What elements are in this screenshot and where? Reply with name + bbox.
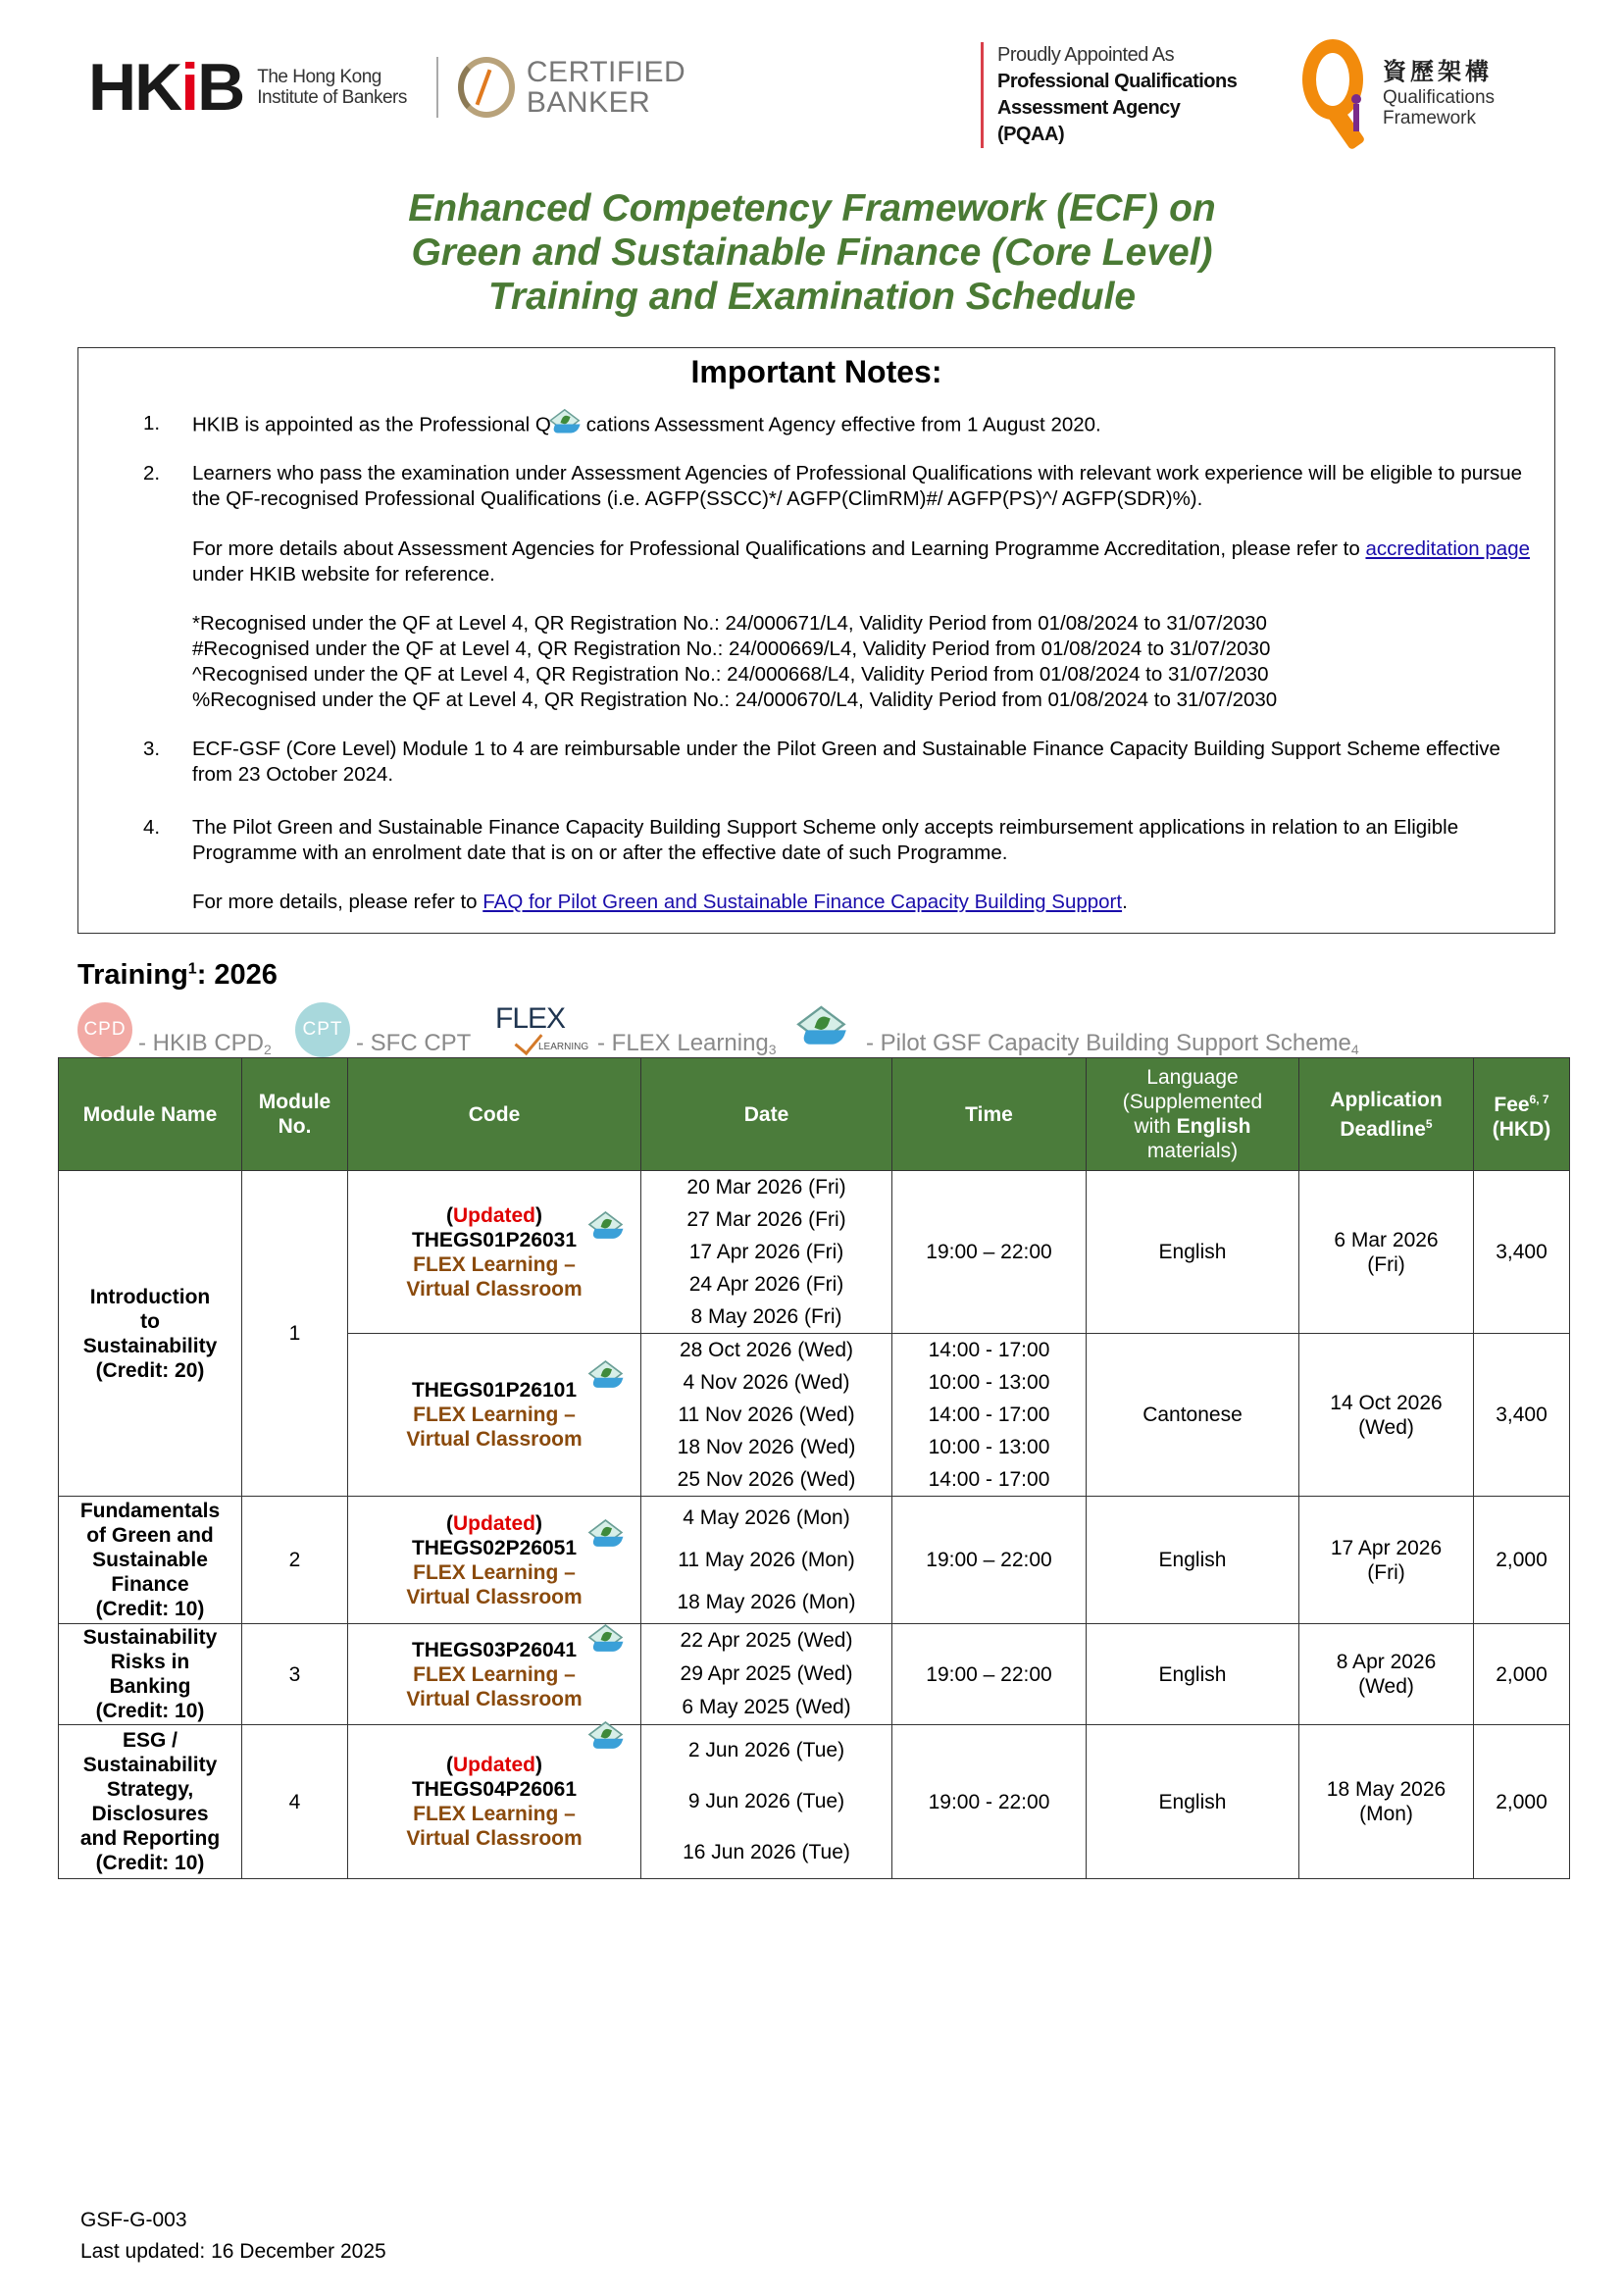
deadline-cell: 8 Apr 2026 (Wed) [1299, 1624, 1474, 1725]
time-cell: 19:00 - 22:00 [892, 1725, 1087, 1879]
deadline-cell: 14 Oct 2026 (Wed) [1299, 1334, 1474, 1497]
logo-divider [436, 57, 438, 118]
col-application-deadline: Application Deadline$^5$ [1299, 1058, 1474, 1171]
language-cell: English [1087, 1725, 1299, 1879]
gsf-scheme-icon [550, 410, 583, 436]
accreditation-page-link[interactable]: accreditation page [1365, 537, 1531, 560]
language-cell: English [1087, 1624, 1299, 1725]
table-row [59, 1725, 1570, 1879]
note-2-more-details: For more details about Assessment Agencies for Professional Qualifications and Learning Programme Accreditation, please refer to accreditation page under HKIB website for reference. [192, 537, 1531, 586]
time-cell: 19:00 – 22:00 [892, 1171, 1087, 1334]
cpt-badge-icon: CPT [295, 1002, 350, 1057]
notes-heading: Important Notes: [690, 354, 942, 389]
col-date: Date [641, 1058, 892, 1171]
module-no-cell: 4 [242, 1725, 348, 1879]
col-code: Code [348, 1058, 641, 1171]
gsf-scheme-icon [589, 1211, 626, 1242]
gsf-scheme-icon [799, 1006, 851, 1048]
module-name-cell: ESG / Sustainability Strategy, Disclosures and Reporting (Credit: 10) [59, 1725, 242, 1879]
qualifications-framework-logo: 資歷架構 Qualifications Framework [1294, 39, 1495, 147]
legend-gsf: - Pilot GSF Capacity Building Support Scheme $_4$ [803, 1022, 1359, 1057]
course-code[interactable]: THEGS04P26061 [411, 1778, 578, 1801]
deadline-cell: 17 Apr 2026 (Fri) [1299, 1497, 1474, 1624]
fee-cell: 2,000 [1474, 1624, 1570, 1725]
last-updated: Last updated: 16 December 2025 [80, 2240, 386, 2263]
fee-cell: 3,400 [1474, 1171, 1570, 1334]
course-code[interactable]: THEGS01P26101 [411, 1379, 578, 1402]
faq-gsf-support-link[interactable]: FAQ for Pilot Green and Sustainable Finance Capacity Building Support [482, 891, 1123, 913]
time-cell: 19:00 – 22:00 [892, 1497, 1087, 1624]
time-cell: 14:00 - 17:00 10:00 - 13:00 14:00 - 17:00 10:00 - 13:00 14:00 - 17:00 [892, 1334, 1087, 1497]
code-cell: THEGS03P26041 FLEX Learning – Virtual Classroom [348, 1624, 641, 1725]
footer [80, 2205, 386, 2268]
module-no-cell: 2 [242, 1497, 348, 1624]
qf-q-icon [1294, 39, 1373, 147]
pqaa-badge: Proudly Appointed As Professional Qualifications Assessment Agency (PQAA) [981, 42, 1237, 148]
updated-tag: (Updated) [446, 1203, 542, 1227]
recognition-item: %Recognised under the QF at Level 4, QR Registration No.: 24/000670/L4, Validity Period from 01/08/2024 to 31/07/2030 [192, 689, 1278, 711]
col-fee: Fee$^{6, 7}$ (HKD) [1474, 1058, 1570, 1171]
gsf-scheme-icon [589, 1361, 626, 1392]
table-row [59, 1171, 1570, 1334]
module-no-cell: 1 [242, 1171, 348, 1497]
certified-banker-text: CERTIFIED BANKER [526, 56, 686, 119]
page-title: Enhanced Competency Framework (ECF) on Green and Sustainable Finance (Core Level) Training and Examination Schedule [408, 187, 1216, 318]
recognition-item: *Recognised under the QF at Level 4, QR Registration No.: 24/000671/L4, Validity Period from 01/08/2024 to 31/07/2030 [192, 612, 1267, 635]
col-language: Language (Supplemented with English materials) [1087, 1058, 1299, 1171]
col-time: Time [892, 1058, 1087, 1171]
updated-tag: (Updated) [446, 1754, 542, 1776]
language-cell: English [1087, 1497, 1299, 1624]
code-cell: (Updated) THEGS04P26061 FLEX Learning – Virtual Classroom [348, 1725, 641, 1879]
certified-banker-emblem-icon [458, 57, 515, 118]
gsf-scheme-icon [589, 1722, 626, 1753]
deadline-cell: 18 May 2026 (Mon) [1299, 1725, 1474, 1879]
legend [77, 998, 1548, 1057]
time-cell: 19:00 – 22:00 [892, 1624, 1087, 1725]
code-cell: THEGS01P26101 FLEX Learning – Virtual Classroom [348, 1334, 641, 1497]
table-header-row [59, 1058, 1570, 1171]
course-code[interactable]: THEGS01P26031 [411, 1228, 578, 1251]
training-schedule-table [58, 1057, 1570, 1879]
legend-cpt: CPT - SFC CPT [295, 1002, 471, 1057]
module-name-cell: Sustainability Risks in Banking (Credit: 10) [59, 1624, 242, 1725]
document-code: GSF-G-003 [80, 2209, 187, 2231]
hkib-logo [88, 50, 686, 125]
updated-tag: (Updated) [446, 1511, 542, 1535]
legend-flex: FLEX LEARNING - FLEX Learning $_3$ [495, 1002, 777, 1057]
gsf-scheme-icon [589, 1624, 626, 1655]
code-cell: (Updated) THEGS02P26051 FLEX Learning – Virtual Classroom [348, 1497, 641, 1624]
module-name-cell: Introduction to Sustainability (Credit: 20) [59, 1171, 242, 1497]
legend-cpd: CPD - HKIB CPD $_2$ [77, 1002, 272, 1057]
fee-cell: 3,400 [1474, 1334, 1570, 1497]
recognition-list [192, 611, 1536, 713]
note-4-more-details: For more details, please refer to FAQ for Pilot Green and Sustainable Finance Capacity Building Support. [192, 891, 1128, 913]
course-code[interactable]: THEGS03P26041 [411, 1638, 578, 1661]
hkib-name: The Hong Kong Institute of Bankers [257, 67, 407, 108]
fee-cell: 2,000 [1474, 1497, 1570, 1624]
table-row [59, 1624, 1570, 1725]
flex-learning-icon: FLEX LEARNING [495, 1002, 593, 1057]
dates-cell: 2 Jun 2026 (Tue) 9 Jun 2026 (Tue) 16 Jun 2026 (Tue) [641, 1725, 892, 1879]
important-notes-box: Important Notes: 1. HKIB is appointed as the Professional Q cations Assessment Agency effective from 1 August 2020. 2. Learners who pass the examination under Assessment Agencies of Professional Qualifications with relevant work experience will be eligible to pursue the QF-recognised Professional Qualifications (i.e. AGFP(SSCC)*/ AGFP(ClimRM)#/ AGFP(PS)^/ AGFP(SDR)%). For more details about Assessment Agencies for Professional Qualifications and Learning Programme Accreditation, please refer to accreditation page under HKIB website for reference. *Recognised under the QF at Level 4, QR Registration No.: 24/000671/L4, Validity Period from 01/08/2024 to 31/07/2030 #Recognised under the QF at Level 4, QR Registration No.: 24/000669/L4, Validity Period from 01/08/2024 to 31/07/2030 ^Recognised under the QF at Level 4, QR Registration No.: 24/000668/L4, Validity Period from 01/08/2024 to 31/07/2030 %Recognised under the QF at Level 4, QR Registration No.: 24/000670/L4, Validity Period from 01/08/2024 to 31/07/2030 3. ECF-GSF (Core Level) Module 1 to 4 are reimbursable under the Pilot Green and Sustainable Finance Capacity Building Support Scheme effective from 23 October 2024. 4. The Pilot Green and Sustainable Finance Capacity Building Support Scheme only accepts reimbursement applications in relation to an Eligible Programme with an enrolment date that is on or after the effective date of such Programme. For more details, please refer to FAQ for Pilot Green and Sustainable Finance Capacity Building Support. [77, 347, 1555, 934]
hkib-wordmark: HKiB [88, 50, 244, 125]
language-cell: Cantonese [1087, 1334, 1299, 1497]
course-code[interactable]: THEGS02P26051 [411, 1536, 578, 1559]
col-module-no: Module No. [242, 1058, 348, 1171]
dates-cell: 4 May 2026 (Mon) 11 May 2026 (Mon) 18 May 2026 (Mon) [641, 1497, 892, 1624]
training-heading: Training$^1$: 2026 [77, 959, 278, 991]
fee-cell: 2,000 [1474, 1725, 1570, 1879]
module-no-cell: 3 [242, 1624, 348, 1725]
module-name-cell: Fundamentals of Green and Sustainable Finance (Credit: 10) [59, 1497, 242, 1624]
dates-cell: 20 Mar 2026 (Fri) 27 Mar 2026 (Fri) 17 Apr 2026 (Fri) 24 Apr 2026 (Fri) 8 May 2026 (Fri) [641, 1171, 892, 1334]
language-cell: English [1087, 1171, 1299, 1334]
table-row [59, 1497, 1570, 1624]
deadline-cell: 6 Mar 2026 (Fri) [1299, 1171, 1474, 1334]
cpd-badge-icon: CPD [77, 1002, 132, 1057]
gsf-scheme-icon [589, 1519, 626, 1550]
recognition-item: #Recognised under the QF at Level 4, QR Registration No.: 24/000669/L4, Validity Period from 01/08/2024 to 31/07/2030 [192, 638, 1271, 660]
recognition-item: ^Recognised under the QF at Level 4, QR Registration No.: 24/000668/L4, Validity Period from 01/08/2024 to 31/07/2030 [192, 663, 1269, 686]
code-cell: (Updated) THEGS01P26031 FLEX Learning – Virtual Classroom [348, 1171, 641, 1334]
col-module-name: Module Name [59, 1058, 242, 1171]
dates-cell: 22 Apr 2025 (Wed) 29 Apr 2025 (Wed) 6 May 2025 (Wed) [641, 1624, 892, 1725]
dates-cell: 28 Oct 2026 (Wed) 4 Nov 2026 (Wed) 11 Nov 2026 (Wed) 18 Nov 2026 (Wed) 25 Nov 2026 (Wed) [641, 1334, 892, 1497]
